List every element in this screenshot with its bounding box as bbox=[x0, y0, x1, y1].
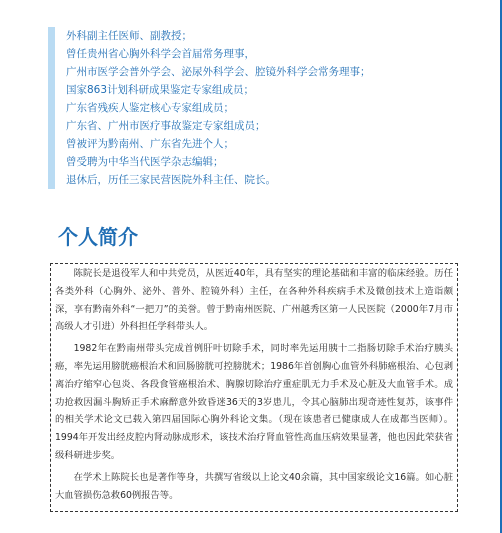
titles-list bbox=[66, 27, 371, 189]
bio-box bbox=[50, 263, 458, 512]
bio-paragraph: 陈院长是退役军人和中共党员，从医近40年，具有坚实的理论基础和丰富的临床经验。历任各类外科（心胸外、泌外、普外、腔镜外科）主任，在各种外科疾病手术及微创技术上造诣颇深，享有黔南外科“一把刀”的美誉。曾于黔南州医院、广州越秀区第一人民医院（2000年7月市高级人才引进）外科担任学科带头人。 bbox=[55, 268, 453, 333]
title-item: 曾任贵州省心胸外科学会首届常务理事， bbox=[66, 48, 255, 60]
title-item: 曾被评为黔南州、广东省先进个人； bbox=[66, 138, 234, 150]
title-item: 退休后，历任三家民营医院外科主任、院长。 bbox=[66, 174, 276, 186]
bio-paragraph: 在学术上陈院长也是著作等身，共撰写省级以上论文40余篇，其中国家级论文16篇。如心脏大血管损伤急救60例报告等。 bbox=[55, 471, 453, 501]
section-heading: 个人简介 bbox=[58, 225, 138, 249]
title-item: 广东省、广州市医疗事故鉴定专家组成员； bbox=[66, 120, 266, 132]
title-item: 广东省残疾人鉴定核心专家组成员； bbox=[66, 102, 234, 114]
titles-panel bbox=[48, 27, 478, 189]
bio-paragraph: 1982年在黔南州带头完成首例肝叶切除手术，同时率先运用胰十二指肠切除手术治疗胰头癌，率先运用膀胱癌根治术和回肠膀胱可控膀胱术；1986年首创胸心血管外科肺癌根治、心包剥离治疗缩窄心包炎、各段食管癌根治术、胸腺切除治疗重症肌无力手术及心脏及大血管手术。成功抢救因漏斗胸矫正手术麻醉意外致昏迷36天的3岁患儿，令其心脑肺出现奇迹性复苏，该事件的相关学术论文已载入第四届国际心胸外科论文集。（现在该患者已健康成人在成都当医师）。1994年开发出经皮腔内肾动脉成形术，该技术治疗肾血管性高血压病效果显著，他也因此荣获省级科研进步奖。 bbox=[55, 343, 453, 461]
title-item: 广州市医学会普外学会、泌尿外科学会、腔镜外科学会常务理事； bbox=[66, 66, 371, 78]
title-item: 外科副主任医师、副教授； bbox=[66, 30, 192, 42]
title-item: 曾受聘为中华当代医学杂志编辑； bbox=[66, 156, 224, 168]
title-item: 国家863计划科研成果鉴定专家组成员； bbox=[66, 84, 255, 96]
accent-bar bbox=[48, 27, 55, 189]
